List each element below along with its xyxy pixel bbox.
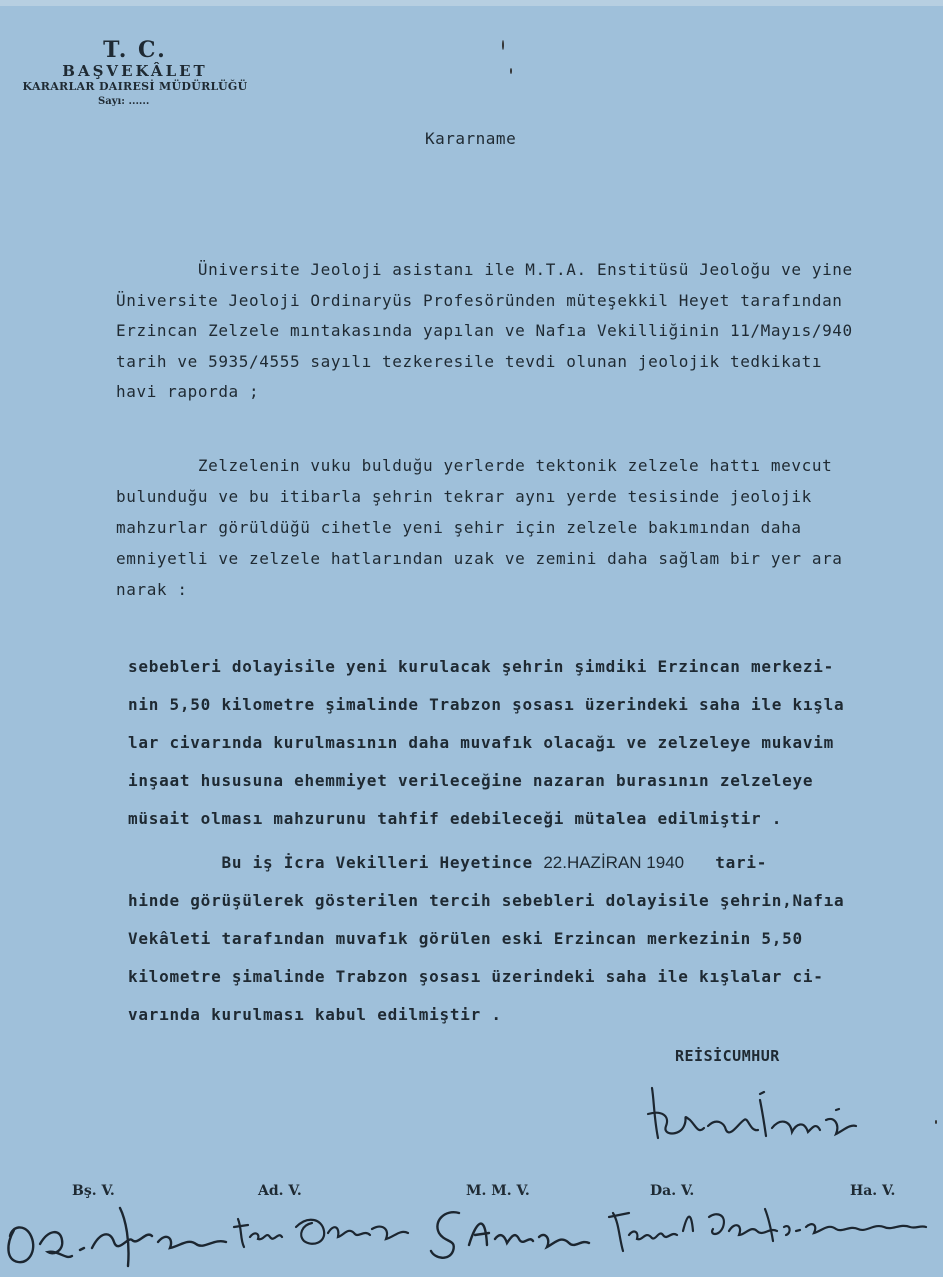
text-line: tarih ve 5935/4555 sayılı tezkeresile tevdi olunan jeolojik tedkikatı bbox=[116, 351, 823, 371]
text-line: emniyetli ve zelzele hatlarından uzak ve zemini daha sağlam bir yer ara bbox=[116, 549, 843, 568]
text-line: Erzincan Zelzele mıntakasında yapılan ve Nafıa Vekilliğinin 11/Mayıs/940 bbox=[116, 321, 853, 340]
text-line: havi raporda ; bbox=[116, 382, 260, 401]
text-line: narak : bbox=[116, 580, 188, 599]
minister-label-ad: Ad. V. bbox=[258, 1183, 302, 1199]
text-line: nin 5,50 kilometre şimalinde Trabzon şosası üzerindeki saha ile kışla bbox=[128, 695, 845, 714]
minister-signature-da bbox=[605, 1195, 805, 1260]
minister-label-mm: M. M. V. bbox=[466, 1183, 530, 1199]
paragraph-3 bbox=[128, 648, 844, 838]
text-line: kilometre şimalinde Trabzon şosası üzerindeki saha ile kışlalar ci- bbox=[128, 967, 824, 986]
scan-speck bbox=[935, 1120, 937, 1124]
reisicumhur-label: REİSİCUMHUR bbox=[675, 1047, 780, 1065]
minister-signature-bs bbox=[0, 1190, 240, 1275]
text-line: sebebleri dolayisile yeni kurulacak şehrin şimdiki Erzincan merkezi- bbox=[128, 657, 835, 676]
text-line: mahzurlar görüldüğü cihetle yeni şehir için zelzele bakımından daha bbox=[116, 518, 802, 537]
paragraph-4 bbox=[128, 844, 844, 1034]
text-line: bulunduğu ve bu itibarla şehrin tekrar aynı yerde tesisinde jeolojik bbox=[116, 487, 812, 506]
minister-signature-mm bbox=[425, 1195, 595, 1270]
scan-edge bbox=[0, 0, 943, 6]
scan-speck bbox=[502, 40, 504, 50]
text-segment: tari- bbox=[684, 853, 768, 872]
text-segment: Bu iş İcra Vekilleri Heyetince bbox=[128, 853, 544, 872]
minister-signature-ad bbox=[232, 1193, 432, 1253]
text-line: varında kurulması kabul edilmiştir . bbox=[128, 1005, 502, 1024]
minister-label-bs: Bş. V. bbox=[72, 1183, 115, 1199]
letterhead-department: KARARLAR DAIRESİ MÜDÜRLÜĞÜ bbox=[22, 80, 248, 93]
text-line: lar civarında kurulmasının daha muvafık olacağı ve zelzeleye mukavim bbox=[128, 733, 835, 752]
text-line: müsait olması mahzurunu tahfif edebileceği mütalea edilmiştir . bbox=[128, 809, 783, 828]
president-signature bbox=[640, 1080, 880, 1150]
scan-speck bbox=[510, 68, 512, 74]
letterhead-number: Sayı: ...... bbox=[98, 96, 150, 107]
document-title: Kararname bbox=[425, 129, 517, 148]
text-line: inşaat hususuna ehemmiyet verileceğine nazaran burasının zelzeleye bbox=[128, 771, 814, 790]
text-line: Vekâleti tarafından muvafık görülen eski Erzincan merkezinin 5,50 bbox=[128, 929, 803, 948]
paragraph-1 bbox=[116, 255, 853, 408]
letterhead-tc: T. C. bbox=[103, 37, 167, 63]
letterhead-basvekalet: BAŞVEKÂLET bbox=[62, 62, 208, 80]
text-line bbox=[128, 844, 844, 882]
text-line: hinde görüşülerek gösterilen tercih sebebleri dolayisile şehrin,Nafıa bbox=[128, 891, 845, 910]
letterhead bbox=[0, 38, 270, 110]
minister-label-ha: Ha. V. bbox=[850, 1183, 896, 1199]
minister-label-da: Da. V. bbox=[650, 1183, 695, 1199]
minister-signature-ha bbox=[780, 1205, 930, 1250]
text-line: Üniversite Jeoloji Ordinaryüs Profesöründen müteşekkil Heyet tarafından bbox=[116, 290, 843, 310]
date-stamp: 22.HAZİRAN 1940 bbox=[543, 853, 685, 872]
text-line: Üniversite Jeoloji asistanı ile M.T.A. Enstitüsü Jeoloğu ve yine bbox=[116, 260, 853, 279]
paragraph-2 bbox=[116, 450, 843, 605]
text-line: Zelzelenin vuku bulduğu yerlerde tektonik zelzele hattı mevcut bbox=[116, 456, 833, 475]
